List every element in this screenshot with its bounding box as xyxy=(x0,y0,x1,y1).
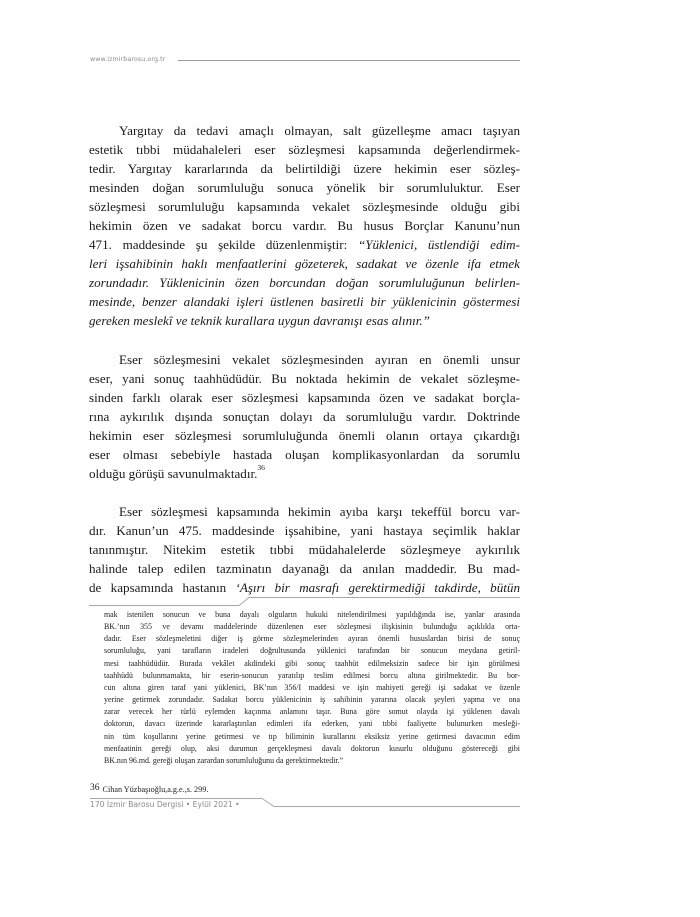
text-line xyxy=(89,464,520,483)
page-header xyxy=(90,55,520,67)
footnote-line: BK.nın 96.md. gereği oluşan zarardan sorumluluğunu da gerektirmektedir.” xyxy=(104,755,344,765)
text-plain: de kapsamında hastanın xyxy=(89,580,236,596)
text-plain: olduğu görüşü savunulmaktadır. xyxy=(89,465,258,481)
footnote-36 xyxy=(90,784,208,796)
footnote-line: BK.’nın 355 ve devamı maddelerinde düzenlenen eser sözleşmesi ilişkisinin bulunduğu açıklıkla orta- xyxy=(104,622,520,632)
text-line xyxy=(89,235,520,254)
text-line: Eser sözleşmesini vekalet sözleşmesinden ayıran en önemli unsur xyxy=(119,351,520,367)
separator-dot: • xyxy=(235,800,240,809)
text-line: hekimin eser sözleşmesi sorumluluğunda önemli olanın ortaya çıkardığı xyxy=(89,427,520,443)
separator-dot: • xyxy=(185,800,191,809)
footnote-number: 36 xyxy=(90,783,100,793)
footnote-line: sorumluluğu, yani tarafların iradeleri doğrultusunda yüklenici tarafından bir sonucun meydana getiril- xyxy=(104,646,520,656)
text-line: Yargıtay da tedavi amaçlı olmayan, salt güzelleşme amacı taşıyan xyxy=(119,123,520,138)
footnote-line: taahhüdü bulunmamakta, bir eserin-sonucun yaratılıp teslim edilmesi borcu altına girilmektedir. Bu bor- xyxy=(104,670,520,680)
quote-line: mesinde, benzer alandaki işleri üstlenen basiretli bir yüklenicinin göstermesi xyxy=(89,294,520,310)
text-line: hekimin özen ve sadakat borcu vardır. Bu husus Borçlar Kanunu’nun xyxy=(89,218,520,234)
page-footer xyxy=(90,798,520,812)
footnote-line: mak istenilen sonucun ve buna dayalı olguların hukuki nitelendirilmesi yapıldığında ise, yanlar arasında xyxy=(104,610,520,619)
text-line: Eser sözleşmesi kapsamında hekimin ayıba karşı tekeffül borcu var- xyxy=(119,503,520,519)
footnote-text: Cihan Yüzbaşıoğlu,a.g.e.,s. 299. xyxy=(102,785,209,794)
footnote-line: zarar verecek her türlü eylemden kaçınma anlamını taşır. Buna göre somut olayda işi yüklenen davalı xyxy=(104,707,520,717)
header-rule xyxy=(178,60,520,61)
footnote-line: doktorun, davacı üzerinde kararlaştırılan edimleri ifa ederken, yani tıbbi faaliyette bulunurken mesleği- xyxy=(104,719,520,729)
quote-line: gereken meslekî ve teknik kurallara uygun davranışı esas alınır.” xyxy=(89,313,430,329)
footnote-line: nin tüm koşullarını yerine getirmesi ve tıp biliminin kurallarını eksiksiz yerine getirmesi davacının edim xyxy=(104,731,520,741)
body-text xyxy=(89,121,520,597)
text-line: estetik tıbbi müdahaleleri eser sözleşmesi kapsamında değerlendirmek- xyxy=(89,142,520,158)
text-line: sözleşmesi sorumluluğu kapsamında vekalet sözleşmesinde olduğu gibi xyxy=(89,199,520,215)
text-line: eser, yani sonuç taahhüdüdür. Bu noktada hekimin de vekalet sözleşme- xyxy=(89,370,520,386)
quote-line: leri işsahibinin haklı menfaatlerini gözeterek, sadakat ve özenle ifa etmek xyxy=(89,256,520,272)
footnote-line: dadır. Eser sözleşmeletini diğer iş görme sözleşmelerinden ayıran önemli hususlardan birisi de sonuç xyxy=(104,634,520,644)
quote-start: ‘Aşırı bir masrafı gerektirmediği takdirde, bütün xyxy=(235,580,520,596)
footnote-line: cun altına giren taraf yani yüklenici, BK’nın 356/I maddesi ve işin mahiyeti gereği işi sadakat ve özenle xyxy=(104,682,520,692)
journal-name: İzmir Barosu Dergisi xyxy=(106,800,184,809)
text-line: sinden farklı olarak eser sözleşmesi kapsamında özen ve sadakat borçla- xyxy=(89,389,520,405)
footnote-line: yerine getirmek zorundadır. Sadakat borcu yüklenicinin iş sahibinin yararına olacak şeyleri yapma ve ona xyxy=(104,695,520,705)
footnote-continued xyxy=(104,609,520,767)
text-line: tanınmıştır. Nitekim estetik tıbbi müdahalelerde sözleşmeye aykırılık xyxy=(89,541,520,557)
text-line: tedir. Yargıtay kararlarında da belirtildiği üzere hekimin eser sözleş- xyxy=(89,161,520,177)
footnote-line: menfaatinin gereği olup, aksi durumun gerçekleşmesi davalı doktorun kusurlu olduğunu göstereceği gibi xyxy=(104,743,520,753)
text-line: rına aykırılık dışında sonuçtan dolayı da sorumluluğu vardır. Doktrinde xyxy=(89,408,520,424)
text-line: eser olması sebebiyle hastada oluşan komplikasyonlardan da sorumlu xyxy=(89,446,520,462)
paragraph-1 xyxy=(89,121,520,331)
page-number: 170 xyxy=(90,800,105,809)
issue-date: Eylül 2021 xyxy=(192,800,233,809)
footnote-separator xyxy=(89,596,520,608)
footnote-ref-36[interactable]: 36 xyxy=(257,462,265,472)
text-line: halinde talep edilen tazminatın dayanağı da anılan maddedir. Bu mad- xyxy=(89,560,520,576)
paragraph-2 xyxy=(89,350,520,483)
quote-start: “Yüklenici, üstlendiği edim- xyxy=(357,237,520,253)
text-line xyxy=(89,578,520,597)
quote-line: zorundadır. Yüklenicinin özen borcundan doğan sorumluluğunun belirlen- xyxy=(89,275,520,291)
header-url-link[interactable]: www.izmirbarosu.org.tr xyxy=(90,56,166,63)
footnote-line: mesi taahhüdüdür. Burada vekâlet akdindeki gibi sonuç taahhüt edilmeksizin sadece bir işin görülmesi xyxy=(104,658,520,668)
paragraph-3 xyxy=(89,502,520,597)
text-line: dır. Kanun’un 475. maddesinde işsahibine, yani hastaya seçimlik haklar xyxy=(89,522,520,538)
text-line: mesinden doğan sorumluluğu sonuca yönelik bir sorumluluktur. Eser xyxy=(89,180,520,196)
footer-text xyxy=(90,799,240,811)
text-plain: 471. maddesinde şu şekilde düzenlenmiştir: xyxy=(89,237,358,253)
